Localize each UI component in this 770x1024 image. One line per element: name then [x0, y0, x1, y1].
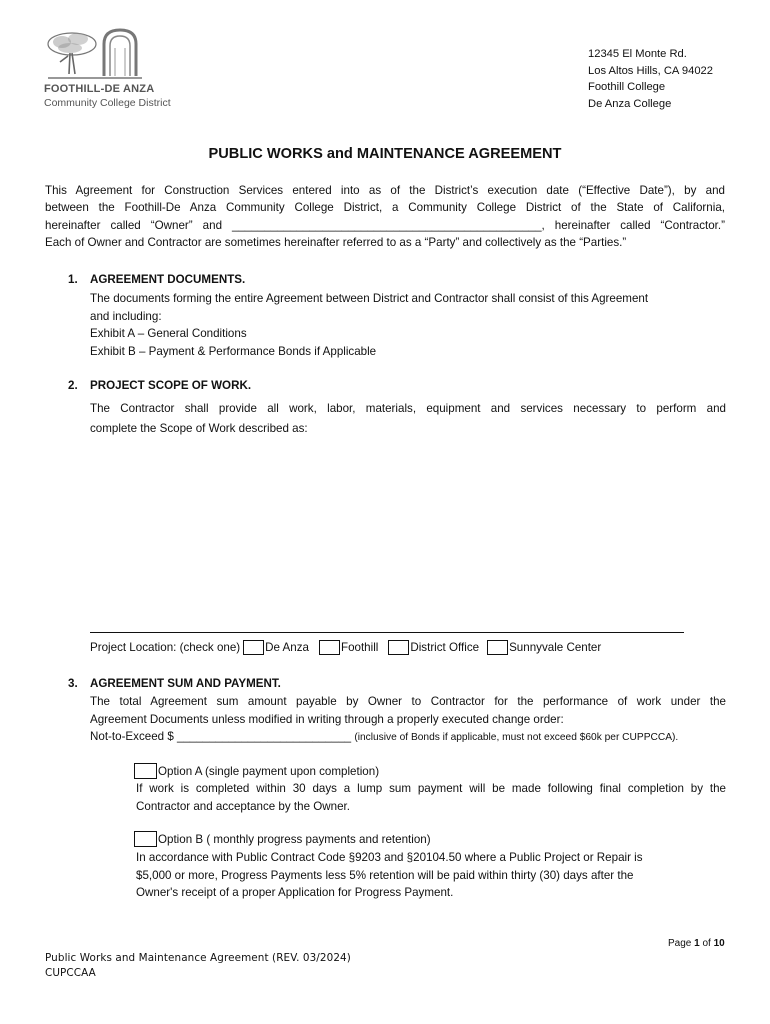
section-2-body [90, 399, 726, 439]
intro-line: hereinafter called “Owner” and ________________________________________________, hereinafter called “Contractor.” [45, 218, 725, 232]
option-b-label: Option B ( monthly progress payments and retention) [158, 832, 431, 846]
checkbox-district-office[interactable] [388, 640, 409, 655]
checkbox-option-b[interactable] [134, 831, 157, 847]
checkbox-foothill[interactable] [319, 640, 340, 655]
option-a-line: Contractor and acceptance by the Owner. [136, 799, 350, 813]
option-b-line: In accordance with Public Contract Code §9203 and §20104.50 where a Public Project or Repair is [136, 851, 643, 864]
section-title: PROJECT SCOPE OF WORK. [90, 379, 252, 392]
document-title: PUBLIC WORKS and MAINTENANCE AGREEMENT [208, 146, 562, 162]
section-number: 3. [68, 677, 78, 690]
location-option-label: Sunnyvale Center [509, 641, 602, 654]
page-prefix: Page [668, 938, 692, 949]
tree-arch-logo-graphic [42, 26, 172, 86]
logo-district-subtitle: Community College District [44, 97, 171, 109]
section-3-line: The total Agreement sum amount payable by Owner to Contractor for the performance of work under the [90, 695, 726, 708]
section-title: AGREEMENT DOCUMENTS. [90, 273, 246, 286]
section-3-line: Agreement Documents unless modified in writing through a properly executed change order: [90, 712, 564, 726]
scope-of-work-blank-line[interactable] [90, 632, 684, 633]
not-to-exceed-note: (inclusive of Bonds if applicable, must not exceed $60k per CUPPCCA). [354, 732, 679, 743]
option-b-row [134, 831, 431, 847]
address-line: 12345 El Monte Rd. [588, 48, 687, 60]
section-3-body [90, 693, 726, 747]
option-b-line: Owner's receipt of a proper Application for Progress Payment. [136, 886, 454, 899]
district-address [588, 46, 713, 112]
checkbox-sunnyvale-center[interactable] [487, 640, 508, 655]
project-location-row [90, 640, 605, 655]
footer-code: CUPCCAA [45, 966, 96, 979]
option-b-body [136, 849, 726, 902]
option-a-body [136, 780, 726, 815]
section-3-heading [68, 677, 281, 690]
logo-district-name: FOOTHILL-DE ANZA [44, 83, 155, 95]
location-option-label: Foothill [340, 641, 379, 654]
address-line: Foothill College [588, 81, 666, 93]
option-b-line: $5,000 or more, Progress Payments less 5% retention will be paid within thirty (30) days after the [136, 868, 634, 882]
intro-line: between the Foothill-De Anza Community College District, a Community College District of the State of California, [45, 201, 725, 215]
location-option-label: De Anza [265, 641, 309, 654]
section-1-line: and including: [90, 309, 162, 323]
option-a-label: Option A (single payment upon completion) [158, 764, 380, 778]
option-a-row [134, 763, 379, 779]
section-2-heading [68, 379, 251, 392]
not-to-exceed-line [90, 728, 726, 747]
section-1-line: The documents forming the entire Agreement between District and Contractor shall consist of this Agreement [90, 292, 649, 305]
page-current: 1 [694, 938, 700, 949]
section-2-line: The Contractor shall provide all work, labor, materials, equipment and services necessary to perform and [90, 402, 726, 415]
section-1-heading [68, 273, 245, 286]
not-to-exceed-field[interactable]: Not-to-Exceed $ ___________________________ [90, 730, 352, 743]
checkbox-option-a[interactable] [134, 763, 157, 779]
page-total: 10 [713, 938, 725, 949]
section-title: AGREEMENT SUM AND PAYMENT. [90, 677, 281, 690]
location-option-label: District Office [410, 641, 480, 654]
section-2-line: complete the Scope of Work described as: [90, 422, 308, 435]
intro-line: This Agreement for Construction Services entered into as of the District’s execution date (“Effective Date”), by and [45, 184, 725, 197]
exhibit-a: Exhibit A – General Conditions [90, 327, 247, 340]
project-location-label: Project Location: (check one) [90, 641, 241, 654]
intro-paragraph [45, 182, 725, 251]
option-a-line: If work is completed within 30 days a lump sum payment will be made following final completion by the [136, 782, 726, 795]
section-1-body [90, 290, 726, 360]
exhibit-b: Exhibit B – Payment & Performance Bonds if Applicable [90, 344, 377, 358]
footer-revision: Public Works and Maintenance Agreement (REV. 03/2024) [45, 952, 351, 964]
address-line: Los Altos Hills, CA 94022 [588, 64, 713, 77]
section-number: 1. [68, 273, 78, 286]
document-footer [45, 951, 351, 980]
section-number: 2. [68, 379, 78, 392]
page-number [668, 938, 725, 949]
checkbox-de-anza[interactable] [243, 640, 264, 655]
intro-line: Each of Owner and Contractor are sometimes hereinafter referred to as a “Party” and collectively as the “Parties.” [45, 235, 627, 249]
page-of: of [702, 938, 711, 949]
address-line: De Anza College [588, 97, 672, 110]
